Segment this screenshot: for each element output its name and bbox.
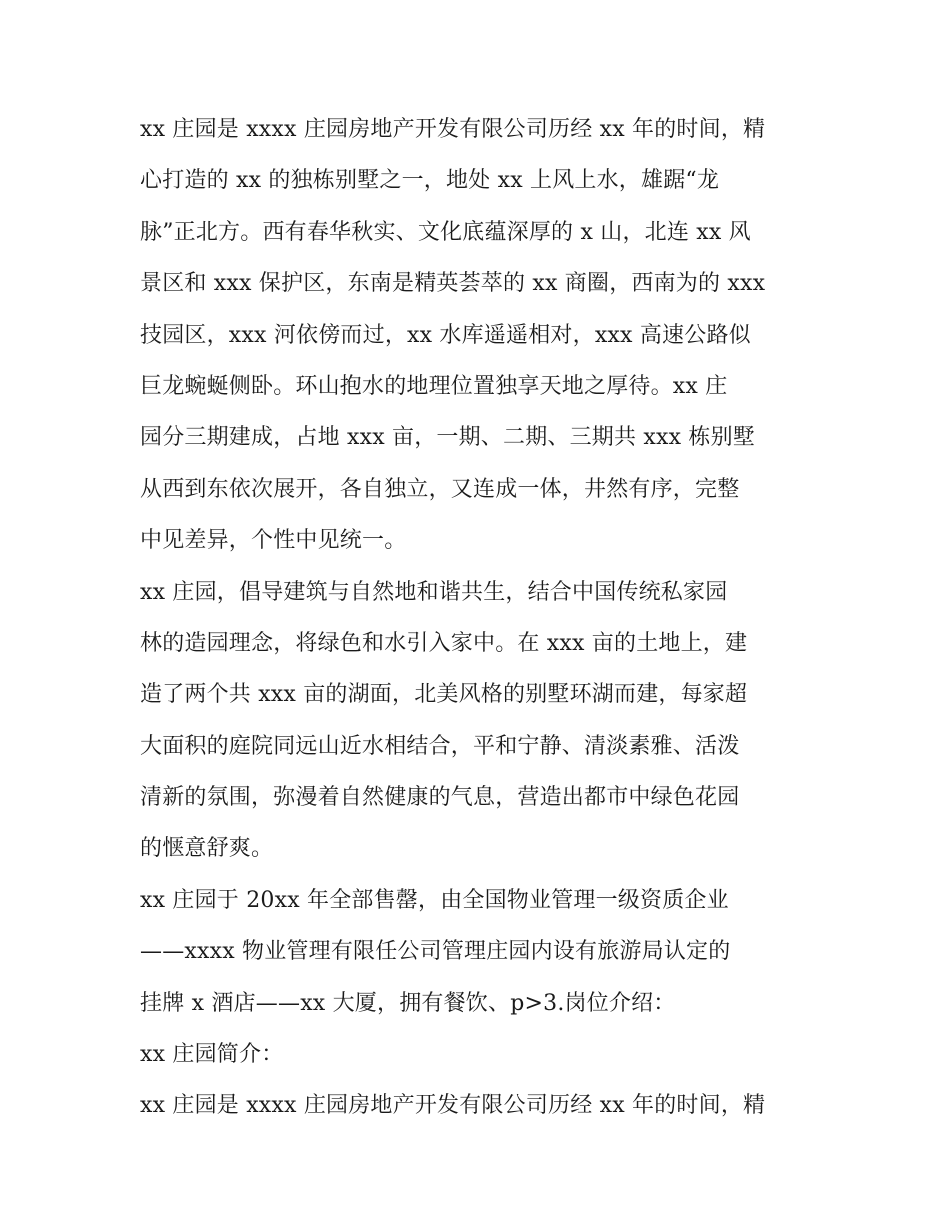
text-line: xx 庄园，倡导建筑与自然地和谐共生，结合中国传统私家园: [140, 579, 728, 605]
text-line: 从西到东依次展开，各自独立，又连成一体，井然有序，完整: [140, 476, 740, 502]
text-line: 中见差异，个性中见统一。: [140, 528, 407, 554]
text-line: 的惬意舒爽。: [140, 836, 274, 862]
text-line: 技园区，xxx 河依傍而过，xx 水库遥遥相对，xxx 高速公路似: [140, 322, 751, 348]
text-line: 清新的氛围，弥漫着自然健康的气息，营造出都市中绿色花园: [140, 785, 740, 811]
text-line: 心打造的 xx 的独栋别墅之一，地处 xx 上风上水，雄踞“龙: [140, 168, 720, 194]
document-body: [140, 104, 820, 1132]
text-line: 脉”正北方。西有春华秋实、文化底蕴深厚的 x 山，北连 xx 风: [140, 219, 751, 245]
text-line: xx 庄园是 xxxx 庄园房地产开发有限公司历经 xx 年的时间，精: [140, 1093, 766, 1119]
text-line: 景区和 xxx 保护区，东南是精英荟萃的 xx 商圈，西南为的 xxx: [140, 271, 766, 297]
text-line: 造了两个共 xxx 亩的湖面，北美风格的别墅环湖而建，每家超: [140, 682, 748, 708]
text-line: 挂牌 x 酒店——xx 大厦，拥有餐饮、p>3.岗位介绍：: [140, 990, 676, 1016]
text-line: ——xxxx 物业管理有限任公司管理庄园内设有旅游局认定的: [140, 939, 731, 965]
text-line: 大面积的庭院同远山近水相结合，平和宁静、清淡素雅、活泼: [140, 733, 740, 759]
text-line: 巨龙蜿蜒侧卧。环山抱水的地理位置独享天地之厚待。xx 庄: [140, 373, 728, 399]
text-line: xx 庄园是 xxxx 庄园房地产开发有限公司历经 xx 年的时间，精: [140, 117, 766, 142]
text-line: 林的造园理念，将绿色和水引入家中。在 xxx 亩的土地上，建: [140, 630, 748, 656]
text-line: 园分三期建成，占地 xxx 亩，一期、二期、三期共 xxx 栋别墅: [140, 425, 756, 451]
text-line: xx 庄园简介：: [140, 1042, 284, 1068]
text-line: xx 庄园于 20xx 年全部售罄，由全国物业管理一级资质企业: [140, 887, 729, 913]
